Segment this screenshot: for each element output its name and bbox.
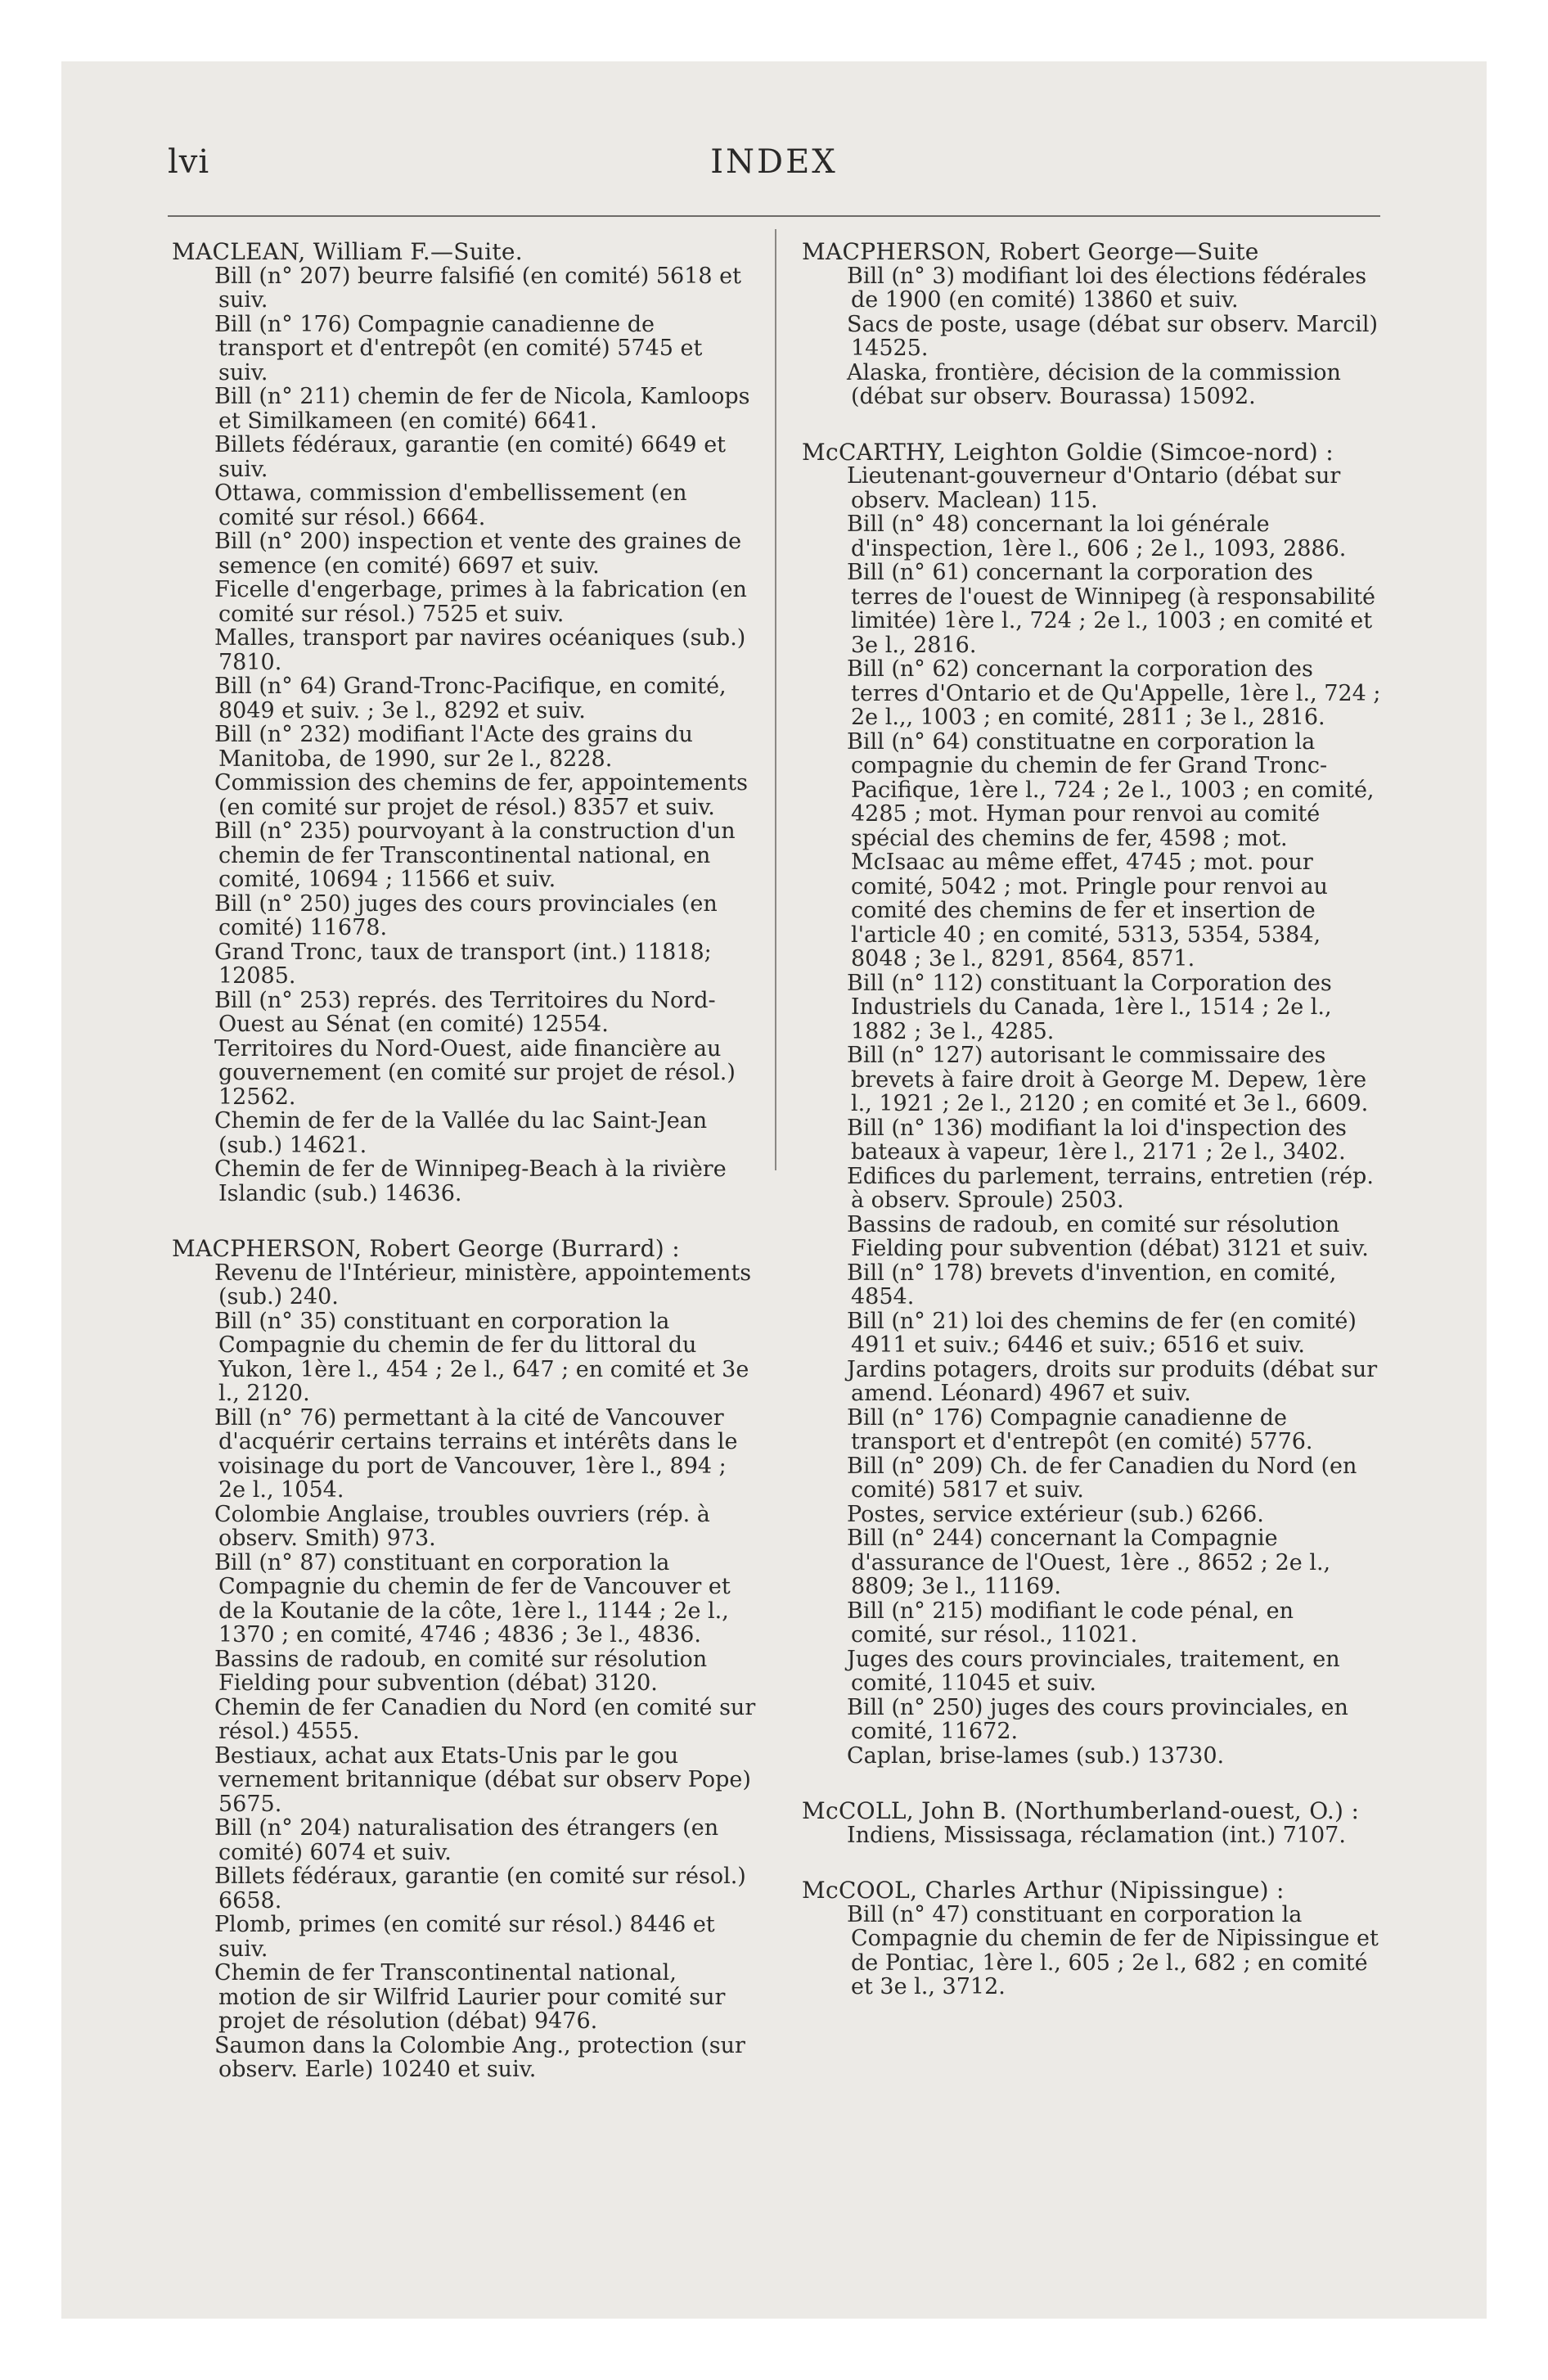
index-entry: Bill (n° 64) Grand-Tronc-Pacifique, en comité, 8049 et suiv. ; 3e l., 8292 et suiv. [214,674,727,723]
index-entry: Chemin de fer Canadien du Nord (en comité sur résol.) 4555. [214,1694,756,1744]
index-entry: Bill (n° 3) modifiant loi des élections fédérales de 1900 (en comité) 13860 et suiv. [847,263,1367,313]
index-entry: Bill (n° 76) permettant à la cité de Vancouver d'acquérir certains terrains et intérêts dans le voisinage du port de Vancouver, 1ère l., 894 ; 2e l., 1054. [214,1404,738,1503]
running-title: INDEX [710,143,838,181]
index-heading-mccoll: McCOLL, John B. (Northumberland-ouest, O.) : [802,1797,1360,1824]
index-entry: Bill (n° 127) autorisant le commissaire des brevets à faire droit à George M. Depew, 1ère l., 1921 ; 2e l., 2120 ; en comité et 3e l., 6609. [847,1043,1369,1116]
page-header [168,143,1380,201]
index-entry: Bill (n° 253) représ. des Territoires du Nord-Ouest au Sénat (en comité) 12554. [214,987,716,1037]
index-entry: Revenu de l'Intérieur, ministère, appointements (sub.) 240. [214,1260,752,1309]
index-entry: Territoires du Nord-Ouest, aide financière au gouvernement (en comité sur projet de résol.) 12562. [214,1035,736,1110]
index-entry: Billets fédéraux, garantie (en comité sur résol.) 6658. [214,1864,746,1913]
index-entry: Bill (n° 211) chemin de fer de Nicola, Kamloops et Similkameen (en comité) 6641. [214,384,750,434]
index-entry: Sacs de poste, usage (débat sur observ. Marcil) 14525. [847,311,1378,361]
index-entry: Bill (n° 47) constituant en corporation la Compagnie du chemin de fer de Nipissingue et de Pontiac, 1ère l., 605 ; 2e l., 682 ; en comité et 3e l., 3712. [847,1901,1379,1999]
index-entry: Bill (n° 244) concernant la Compagnie d'assurance de l'Ouest, 1ère ., 8652 ; 2e l., 8809; 3e l., 11169. [847,1526,1331,1599]
index-entry: Ottawa, commission d'embellissement (en comité sur résol.) 6664. [214,480,687,530]
index-entry: Alaska, frontière, décision de la commission (débat sur observ. Bourassa) 15092. [847,359,1341,409]
index-entry: Plomb, primes (en comité sur résol.) 8446 et suiv. [214,1912,715,1962]
index-entry: Bill (n° 21) loi des chemins de fer (en comité) 4911 et suiv.; 6446 et suiv.; 6516 et suiv. [847,1308,1357,1358]
index-entry: Bill (n° 178) brevets d'invention, en comité, 4854. [847,1260,1337,1309]
index-entry: Bill (n° 215) modifiant le code pénal, en comité, sur résol., 11021. [847,1598,1294,1648]
scanned-page [61,61,1487,2319]
index-heading-mccool: McCOOL, Charles Arthur (Nipissingue) : [802,1877,1285,1904]
index-entry: Bill (n° 48) concernant la loi générale d'inspection, 1ère l., 606 ; 2e l., 1093, 2886. [847,512,1347,561]
index-entry: Colombie Anglaise, troubles ouvriers (rép. à observ. Smith) 973. [214,1501,710,1551]
index-heading-macpherson-suite: MACPHERSON, Robert George—Suite [802,238,1259,265]
index-entry: Bill (n° 250) juges des cours provinciales (en comité) 11678. [214,890,718,940]
left-column [172,240,757,2082]
index-entry: Bill (n° 207) beurre falsifié (en comité) 5618 et suiv. [214,263,741,313]
index-entry: Commission des chemins de fer, appointements (en comité sur projet de résol.) 8357 et suiv. [214,770,748,820]
index-entry: Bassins de radoub, en comité sur résolution Fielding pour subvention (débat) 3120. [214,1646,708,1696]
index-entry: Bill (n° 176) Compagnie canadienne de transport et d'entrepôt (en comité) 5776. [847,1404,1313,1454]
index-entry: Postes, service extérieur (sub.) 6266. [847,1501,1264,1527]
index-entry: Saumon dans la Colombie Ang., protection (sur observ. Earle) 10240 et suiv. [214,2032,745,2082]
index-entry: Bill (n° 61) concernant la corporation des terres de l'ouest de Winnipeg (à responsabilité limitée) 1ère l., 724 ; 2e l., 1003 ; en comité et 3e l., 2816. [847,560,1376,658]
index-heading-macpherson: MACPHERSON, Robert George (Burrard) : [172,1235,680,1262]
index-entry: Caplan, brise-lames (sub.) 13730. [847,1742,1225,1769]
index-entry: Chemin de fer Transcontinental national, motion de sir Wilfrid Laurier pour comité sur projet de résolution (débat) 9476. [214,1960,726,2034]
index-entry: Bill (n° 136) modifiant la loi d'inspection des bateaux à vapeur, 1ère l., 2171 ; 2e l., 3402. [847,1115,1347,1165]
index-entry: Bill (n° 176) Compagnie canadienne de transport et d'entrepôt (en comité) 5745 et suiv. [214,311,703,385]
index-entry: Ficelle d'engerbage, primes à la fabrication (en comité sur résol.) 7525 et suiv. [214,577,747,627]
index-entry: Bill (n° 200) inspection et vente des graines de semence (en comité) 6697 et suiv. [214,529,742,579]
index-entry: Bill (n° 235) pourvoyant à la construction d'un chemin de fer Transcontinental national, en comité, 10694 ; 11566 et suiv. [214,818,736,892]
index-entry: Chemin de fer de Winnipeg-Beach à la rivière Islandic (sub.) 14636. [214,1156,727,1206]
index-entry: Bill (n° 232) modifiant l'Acte des grains du Manitoba, de 1990, sur 2e l., 8228. [214,722,693,772]
index-heading-maclean: MACLEAN, William F.—Suite. [172,238,523,265]
index-heading-mccarthy: McCARTHY, Leighton Goldie (Simcoe-nord) : [802,438,1334,466]
index-entry: Chemin de fer de la Vallée du lac Saint-Jean (sub.) 14621. [214,1108,708,1158]
index-entry: Bill (n° 87) constituant en corporation la Compagnie du chemin de fer de Vancouver et de la Koutanie de la côte, 1ère l., 1144 ; 2e l., 1370 ; en comité, 4746 ; 4836 ; 3e l., 4836. [214,1549,731,1648]
index-entry: Bassins de radoub, en comité sur résolution Fielding pour subvention (débat) 3121 et suiv. [847,1211,1369,1261]
index-entry: Lieutenant-gouverneur d'Ontario (débat sur observ. Maclean) 115. [847,463,1341,513]
index-entry: Indiens, Mississaga, réclamation (int.) 7107. [847,1822,1346,1848]
right-column [802,240,1383,1999]
index-entry: Bill (n° 112) constituant la Corporation des Industriels du Canada, 1ère l., 1514 ; 2e l., 1882 ; 3e l., 4285. [847,970,1332,1044]
index-entry: Bill (n° 62) concernant la corporation des terres d'Ontario et de Qu'Appelle, 1ère l., 724 ; 2e l.,, 1003 ; en comité, 2811 ; 3e l., 2816. [847,656,1381,730]
page-number: lvi [168,143,210,181]
index-entry: Bill (n° 204) naturalisation des étrangers (en comité) 6074 et suiv. [214,1815,719,1865]
header-rule [168,215,1380,217]
index-entry: Bill (n° 209) Ch. de fer Canadien du Nord (en comité) 5817 et suiv. [847,1453,1357,1503]
index-entry: Edifices du parlement, terrains, entretien (rép. à observ. Sproule) 2503. [847,1163,1374,1213]
index-entry: Jardins potagers, droits sur produits (débat sur amend. Léonard) 4967 et suiv. [847,1356,1378,1406]
index-entry: Malles, transport par navires océaniques (sub.) 7810. [214,625,746,675]
index-entry: Bill (n° 35) constituant en corporation la Compagnie du chemin de fer du littoral du Yukon, 1ère l., 454 ; 2e l., 647 ; en comité et 3e l., 2120. [214,1308,749,1406]
column-divider [775,229,776,1170]
index-entry: Juges des cours provinciales, traitement, en comité, 11045 et suiv. [847,1646,1340,1696]
index-entry: Bestiaux, achat aux Etats-Unis par le gou vernement britannique (débat sur observ Pope) 5675. [214,1742,751,1817]
index-entry: Bill (n° 250) juges des cours provinciales, en comité, 11672. [847,1694,1348,1744]
index-entry: Grand Tronc, taux de transport (int.) 11818; 12085. [214,939,712,989]
index-entry: Billets fédéraux, garantie (en comité) 6649 et suiv. [214,432,727,482]
index-entry: Bill (n° 64) constituatne en corporation la compagnie du chemin de fer Grand Tronc-Pacifique, 1ère l., 724 ; 2e l., 1003 ; en comité, 4285 ; mot. Hyman pour renvoi au comité spécial des chemins de fer, 4598 ; mot. McIsaac au même effet, 4745 ; mot. pour comité, 5042 ; mot. Pringle pour renvoi au comité des chemins de fer et insertion de l'article 40 ; en comité, 5313, 5354, 5384, 8048 ; 3e l., 8291, 8564, 8571. [847,728,1375,971]
